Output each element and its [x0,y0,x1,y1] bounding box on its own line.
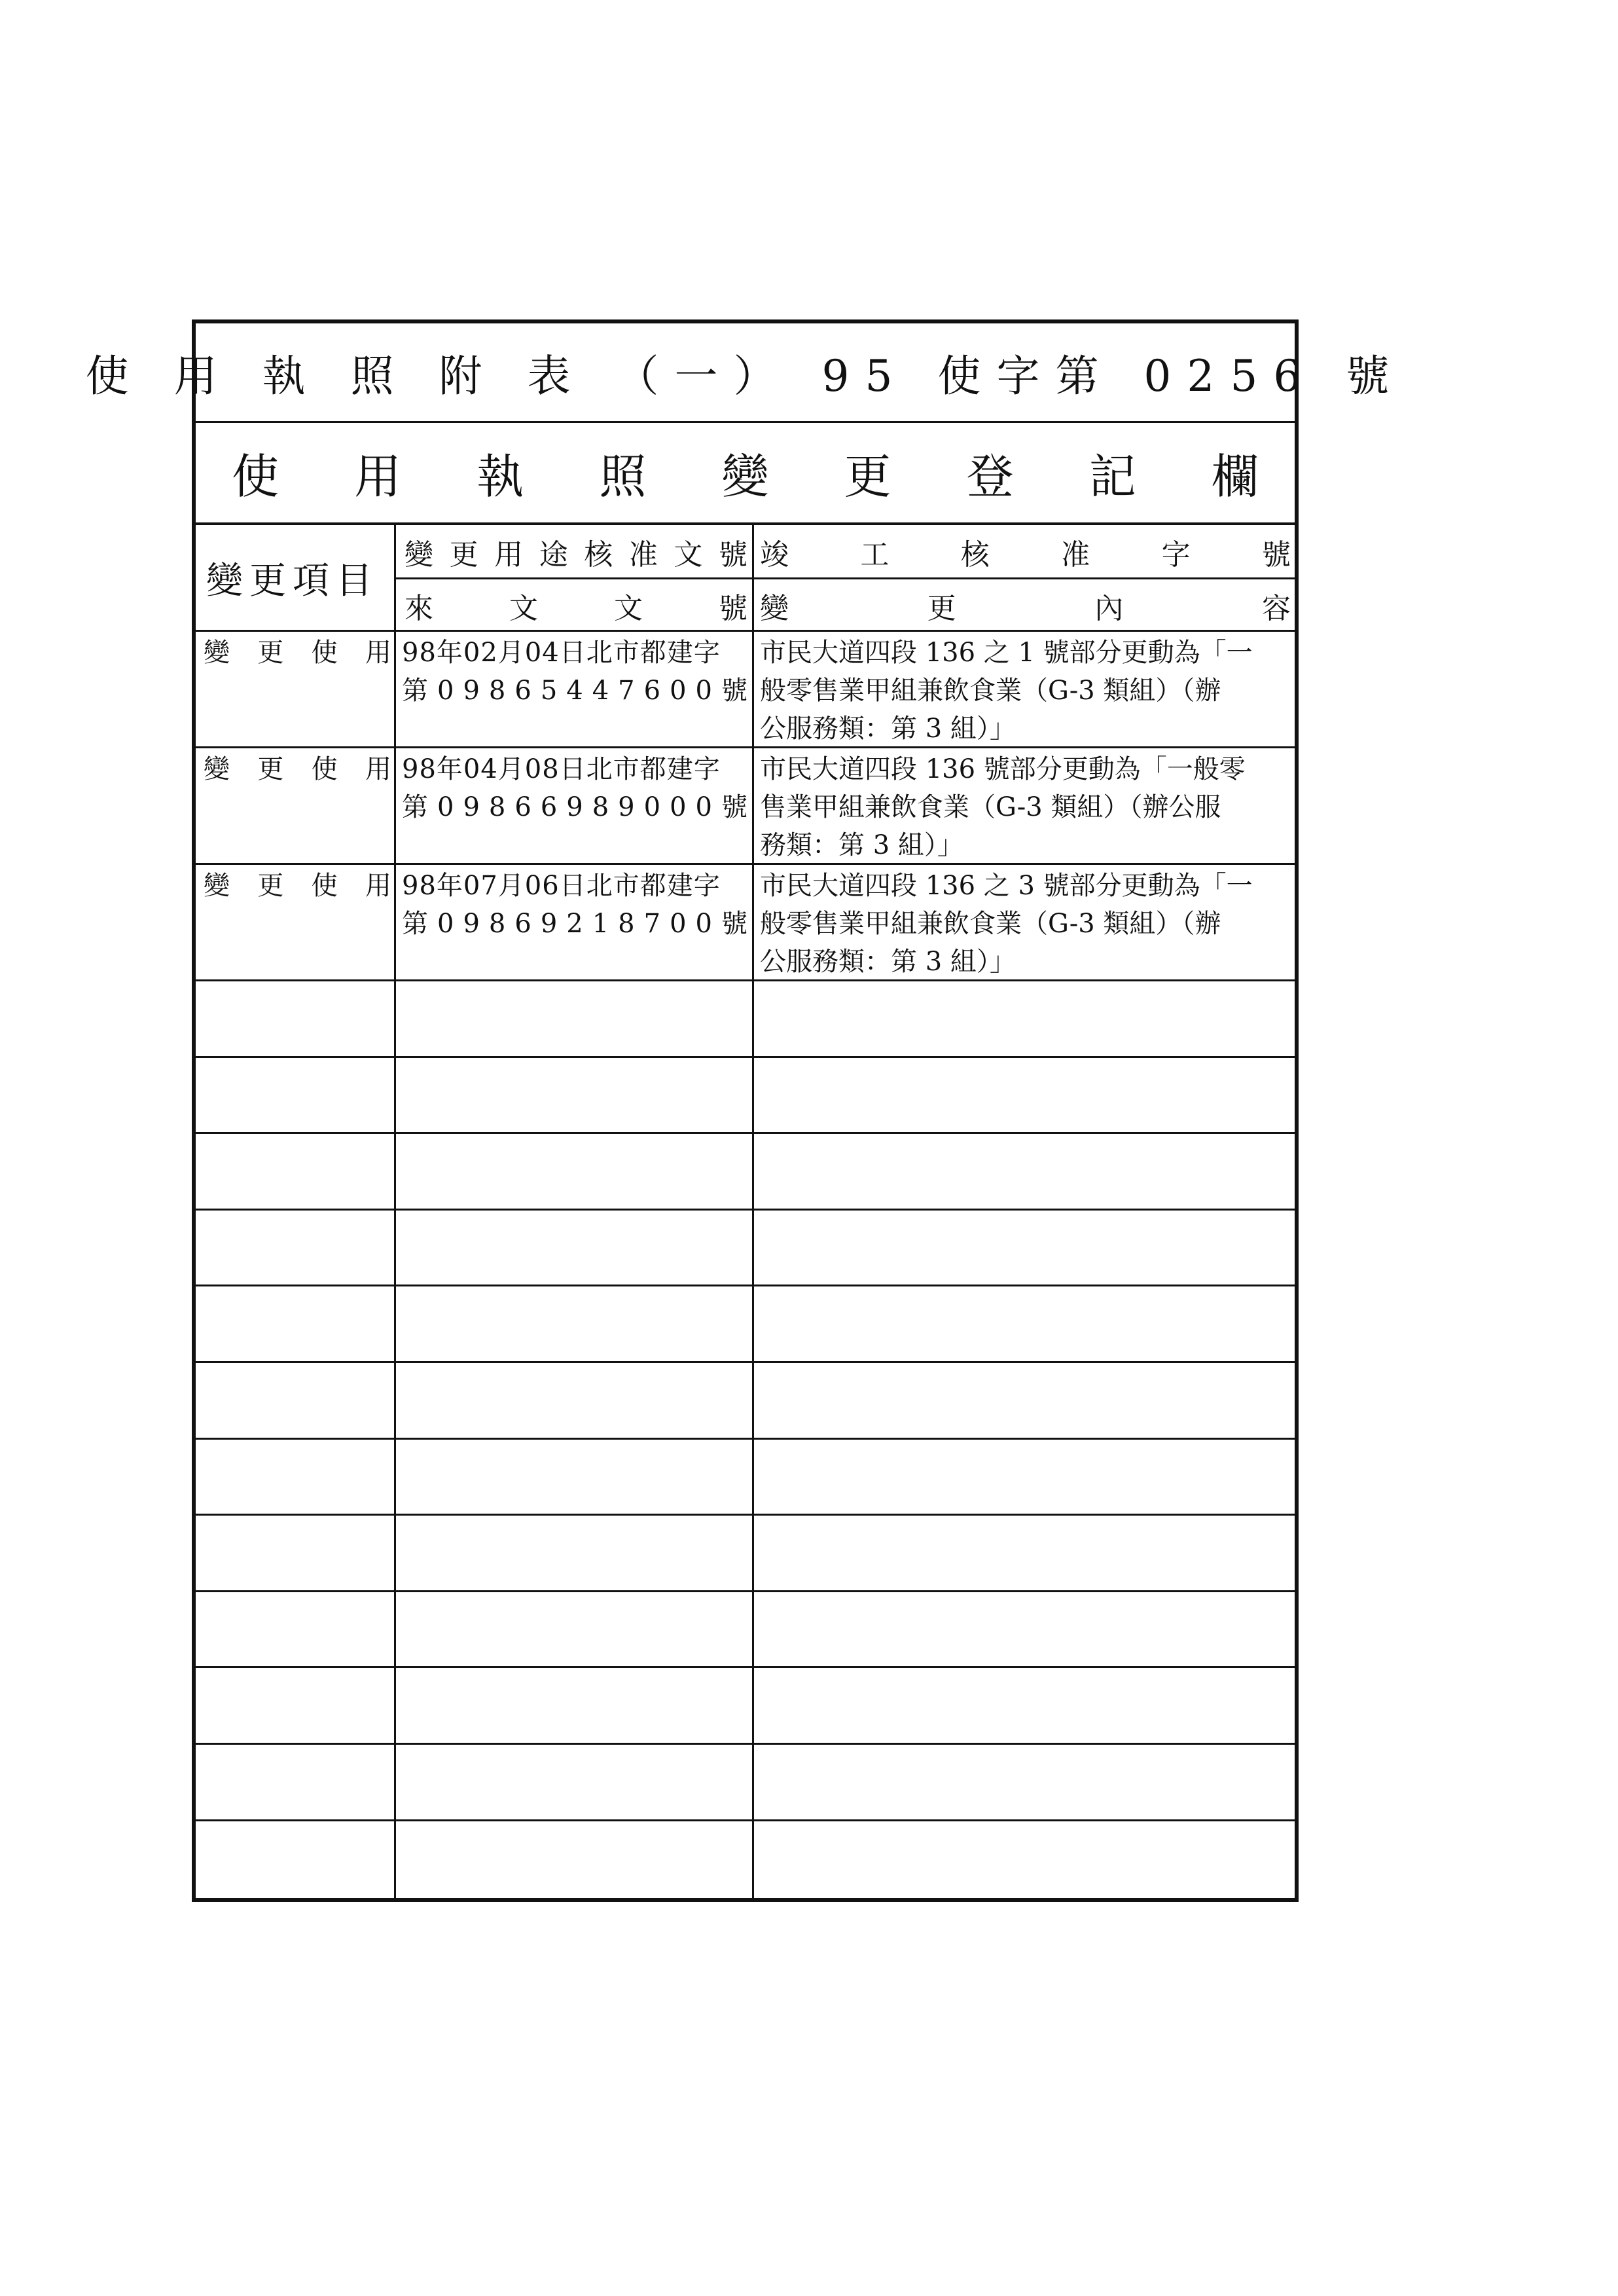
doc-number-char: 0 [695,792,712,822]
approval-doc-header [398,525,750,578]
completion-header-char: 字 [1161,538,1191,572]
change-content-cell [756,631,1295,748]
change-item-char: 更 [257,754,284,784]
doc-number-char: 6 [540,792,558,822]
change-content-line: 般零售業甲組兼飲食業（G-3 類組）（辦 [760,909,1221,939]
section-title-char: 登 [966,449,1014,504]
doc-number-char: 9 [566,792,583,822]
approval-doc-cell [398,631,750,748]
doc-number-char: 6 [514,792,531,822]
doc-number-char: 號 [721,676,747,706]
approval-doc-header-char: 核 [584,538,613,572]
doc-number-char: 9 [463,792,480,822]
section-title [232,439,1259,507]
change-item-char: 用 [365,754,391,784]
change-item-char: 使 [311,638,338,668]
completion-header-char: 核 [960,538,990,572]
blank-row-rule [196,1590,1295,1592]
doc-number-char: 8 [488,792,506,822]
approval-doc-header-char: 更 [449,538,478,572]
change-content-line: 般零售業甲組兼飲食業（G-3 類組）（辦 [760,676,1221,706]
change-item-cell [200,748,394,864]
change-content-cell [756,748,1295,864]
section-title-char: 變 [721,449,769,504]
doc-number-char: 2 [566,909,583,939]
change-item-cell [200,631,394,748]
blank-row-rule [196,1819,1295,1821]
blank-row-rule [196,1285,1295,1286]
doc-number-char: 5 [540,676,558,706]
blank-row-rule [196,1132,1295,1134]
change-content-line: 務類：第 3 組）」 [760,830,963,860]
doc-number-char: 4 [592,676,609,706]
change-item-char: 變 [204,871,230,901]
column-divider [394,525,396,1898]
doc-number-char: 7 [618,676,635,706]
doc-number-char: 0 [670,676,687,706]
column-divider [752,525,754,1898]
doc-number-char: 0 [670,909,687,939]
section-title-char: 欄 [1211,449,1259,504]
approval-doc-cell [398,748,750,864]
approval-doc-cell [398,864,750,981]
approval-doc-header-char: 用 [494,538,524,572]
approval-doc-header-char: 變 [404,538,433,572]
content-header [756,579,1295,631]
change-item-char: 用 [365,871,391,901]
doc-number-char: 4 [566,676,583,706]
doc-number-char: 號 [721,792,747,822]
section-title-char: 更 [844,449,891,504]
section-title-char: 執 [476,449,524,504]
change-content-cell [756,864,1295,981]
approval-doc-date: 98年02月04日北市都建字 [402,638,721,668]
blank-row-rule [196,1056,1295,1058]
doc-number-char: 9 [618,792,635,822]
blank-row-rule [196,1743,1295,1745]
source-doc-header-char: 號 [719,591,747,625]
approval-doc-header-char: 號 [718,538,747,572]
change-content-line: 公服務類：第 3 組）」 [760,714,1016,744]
section-title-char: 用 [354,449,402,504]
doc-number-char: 0 [695,676,712,706]
doc-number-char: 1 [592,909,609,939]
change-item-char: 變 [204,638,230,668]
doc-number-char: 第 [402,676,428,706]
approval-doc-number [402,905,747,943]
blank-row-rule [196,1438,1295,1440]
row-rule [196,979,1295,981]
doc-number-char: 號 [721,909,747,939]
change-content-line: 市民大道四段 136 號部分更動為「一般零 [760,754,1246,784]
doc-number-char: 9 [463,676,480,706]
completion-header-char: 號 [1261,538,1291,572]
doc-number-char: 0 [695,909,712,939]
form-title-row [85,323,1405,423]
doc-number-char: 0 [437,909,454,939]
doc-number-char: 0 [437,676,454,706]
doc-number-char: 6 [514,909,531,939]
doc-number-char: 9 [540,909,558,939]
blank-row-rule [196,1361,1295,1363]
completion-header-char: 准 [1061,538,1090,572]
blank-row-rule [196,1209,1295,1211]
content-header-char: 更 [927,591,956,625]
approval-doc-date: 98年04月08日北市都建字 [402,754,721,784]
source-doc-header [398,579,750,631]
license-form [85,319,1405,1902]
source-doc-header-char: 來 [404,591,433,625]
change-content-line: 售業甲組兼飲食業（G-3 類組）（辦公服 [760,792,1221,822]
completion-header-char: 工 [860,538,890,572]
doc-number-char: 8 [488,676,506,706]
change-item-cell [200,864,394,981]
change-item-char: 用 [365,638,391,668]
change-record-table [196,525,1295,1898]
doc-number-char: 8 [488,909,506,939]
section-title-char: 照 [599,449,647,504]
doc-number-char: 第 [402,909,428,939]
change-content-line: 市民大道四段 136 之 1 號部分更動為「一 [760,638,1253,668]
doc-number-char: 6 [514,676,531,706]
source-doc-header-char: 文 [509,591,538,625]
approval-doc-header-char: 准 [628,538,658,572]
section-title-char: 記 [1088,449,1136,504]
blank-row-rule [196,1514,1295,1516]
content-header-char: 內 [1094,591,1124,625]
change-item-char: 更 [257,638,284,668]
content-header-char: 變 [760,591,789,625]
change-item-char: 使 [311,871,338,901]
doc-number-char: 6 [643,676,661,706]
blank-row-rule [196,1666,1295,1668]
change-content-line: 市民大道四段 136 之 3 號部分更動為「一 [760,871,1253,901]
completion-header-char: 竣 [760,538,789,572]
doc-number-char: 0 [643,792,661,822]
doc-number-char: 8 [592,792,609,822]
section-title-row [196,423,1295,525]
approval-doc-number [402,788,747,826]
doc-number-char: 8 [618,909,635,939]
section-title-char: 使 [232,449,279,504]
doc-number-char: 7 [643,909,661,939]
completion-header [756,525,1295,578]
item-header: 變更項目 [206,560,379,602]
change-item-label [204,750,391,788]
approval-doc-date: 98年07月06日北市都建字 [402,871,721,901]
approval-doc-header-char: 文 [674,538,703,572]
doc-number-char: 0 [670,792,687,822]
doc-number-char: 第 [402,792,428,822]
change-item-label [204,867,391,905]
change-item-char: 更 [257,871,284,901]
approval-doc-number [402,672,747,710]
doc-number-char: 9 [463,909,480,939]
change-content-line: 公服務類：第 3 組）」 [760,947,1016,977]
approval-doc-header-char: 途 [539,538,568,572]
form-title: 使 用 執 照 附 表 （一） 95 使字第 0256 號 [85,351,1405,401]
source-doc-header-char: 文 [614,591,643,625]
doc-number-char: 0 [437,792,454,822]
change-item-label [204,634,391,672]
change-item-char: 變 [204,754,230,784]
change-item-char: 使 [311,754,338,784]
content-header-char: 容 [1261,591,1291,625]
